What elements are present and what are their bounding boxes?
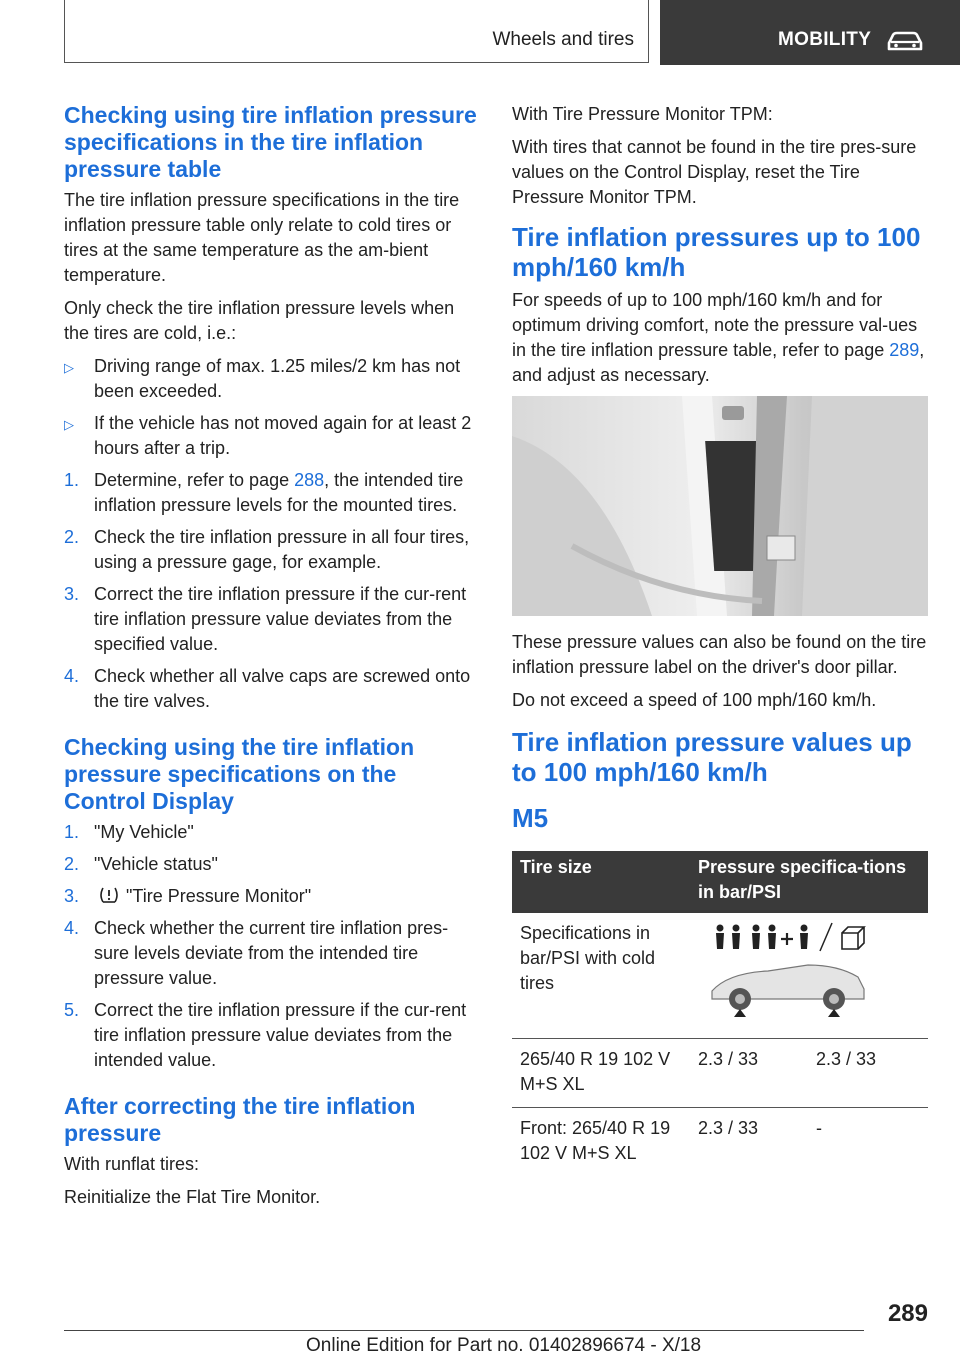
table-row xyxy=(512,913,928,1039)
step-number: 1. xyxy=(64,470,80,490)
step-number: 4. xyxy=(64,666,80,686)
step-item: 2. "Vehicle status" xyxy=(64,852,480,877)
car-icon xyxy=(886,30,924,52)
step-item: 3. "Tire Pressure Monitor" xyxy=(64,884,480,909)
section-tab xyxy=(64,0,649,63)
footer-divider xyxy=(64,1330,864,1331)
heading-check-display: Checking using the tire inflation pressure specifications on the Control Display xyxy=(64,734,415,814)
paragraph: Do not exceed a speed of 100 mph/160 km/h. xyxy=(512,690,877,710)
step-number: 4. xyxy=(64,918,80,938)
table-cell: Front: 265/40 R 19 102 V M+S XL xyxy=(520,1118,671,1163)
paragraph: Only check the tire inflation pressure levels when the tires are cold, i.e.: xyxy=(64,298,455,343)
step-item: 2. Check the tire inflation pressure in all four tires, using a pressure gage, for example. xyxy=(64,527,470,572)
tire-pressure-table xyxy=(512,851,928,1176)
table-cell: 2.3 / 33 xyxy=(808,1039,928,1108)
heading-check-table: Checking using tire inflation pressure specifications in the tire inflation pressure table xyxy=(64,102,477,182)
tire-pressure-warning-icon xyxy=(98,885,120,905)
step-number: 3. xyxy=(64,886,80,906)
table-cell: - xyxy=(816,1118,822,1138)
left-column xyxy=(64,102,480,1218)
paragraph: These pressure values can also be found on the tire inflation pressure label on the driver's door pillar. xyxy=(512,632,927,677)
table-cell: 2.3 / 33 xyxy=(690,1039,808,1108)
page-number: 289 xyxy=(887,1300,928,1327)
bullet-item: ▷ If the vehicle has not moved again for at least 2 hours after a trip. xyxy=(64,413,472,458)
paragraph: With Tire Pressure Monitor TPM: xyxy=(512,104,773,124)
table-header-tire-size: Tire size xyxy=(512,851,690,913)
step-number: 1. xyxy=(64,822,80,842)
section-title: Wheels and tires xyxy=(492,29,634,50)
table-cell xyxy=(690,913,928,1039)
step-number: 5. xyxy=(64,1000,80,1020)
table-cell: Specifications in bar/PSI with cold tires xyxy=(512,913,690,1039)
paragraph: For speeds of up to 100 mph/160 km/h and for optimum driving comfort, note the pressure val‐ues in the tire inflation pressure table, refer to page 289, and adjust as necessary. xyxy=(512,290,925,385)
step-number: 2. xyxy=(64,527,80,547)
step-number: 3. xyxy=(64,584,80,604)
heading-pressures-upto: Tire inflation pressures up to 100 mph/160 km/h xyxy=(512,222,921,282)
paragraph: Reinitialize the Flat Tire Monitor. xyxy=(64,1187,321,1207)
chapter-title: MOBILITY xyxy=(778,29,872,50)
door-pillar-photo xyxy=(512,396,928,616)
table-cell: 2.3 / 33 xyxy=(698,1118,759,1138)
right-column xyxy=(512,102,928,1176)
step-number: 2. xyxy=(64,854,80,874)
table-cell: 265/40 R 19 102 V M+S XL xyxy=(512,1039,690,1108)
table-row xyxy=(512,1108,928,1177)
step-item: 5. Correct the tire inflation pressure if the cur‐rent tire inflation pressure value deviates from the intended value. xyxy=(64,1000,467,1070)
step-item: 4. Check whether all valve caps are screwed onto the tire valves. xyxy=(64,666,471,711)
step-item: 1. "My Vehicle" xyxy=(64,820,480,845)
paragraph: With runflat tires: xyxy=(64,1154,200,1174)
heading-model: M5 xyxy=(512,803,549,833)
step-item: 1. Determine, refer to page 288, the intended tire inflation pressure levels for the mounted tires. xyxy=(64,470,464,515)
table-row xyxy=(512,1039,928,1108)
load-condition-diagram xyxy=(698,921,876,1021)
chapter-tab xyxy=(660,0,960,65)
heading-pressure-values: Tire inflation pressure values up to 100 mph/160 km/h xyxy=(512,727,912,787)
page-link[interactable]: 289 xyxy=(889,340,920,360)
step-item: 4. Check whether the current tire inflation pres‐sure levels deviate from the intended tire pressure value. xyxy=(64,918,449,988)
heading-after-correcting: After correcting the tire inflation pressure xyxy=(64,1093,416,1146)
paragraph: The tire inflation pressure specifications in the tire inflation pressure table only relate to cold tires or tires at the same temperature as the am‐bient temperature. xyxy=(64,190,460,285)
bullet-item: ▷ Driving range of max. 1.25 miles/2 km has not been exceeded. xyxy=(64,356,461,401)
page-header xyxy=(0,0,960,65)
edition-text: Online Edition for Part no. 01402896674 - X/18 xyxy=(306,1335,702,1356)
page-link[interactable]: 288 xyxy=(294,470,325,490)
table-header-pressure: Pressure specifica‐tions in bar/PSI xyxy=(690,851,928,913)
step-item: 3. Correct the tire inflation pressure if the cur‐rent tire inflation pressure value deviates from the specified value. xyxy=(64,584,467,654)
bullet-triangle-icon: ▷ xyxy=(64,360,74,375)
bullet-triangle-icon: ▷ xyxy=(64,417,74,432)
paragraph: With tires that cannot be found in the tire pres‐sure values on the Control Display, reset the Tire Pressure Monitor TPM. xyxy=(512,137,917,207)
